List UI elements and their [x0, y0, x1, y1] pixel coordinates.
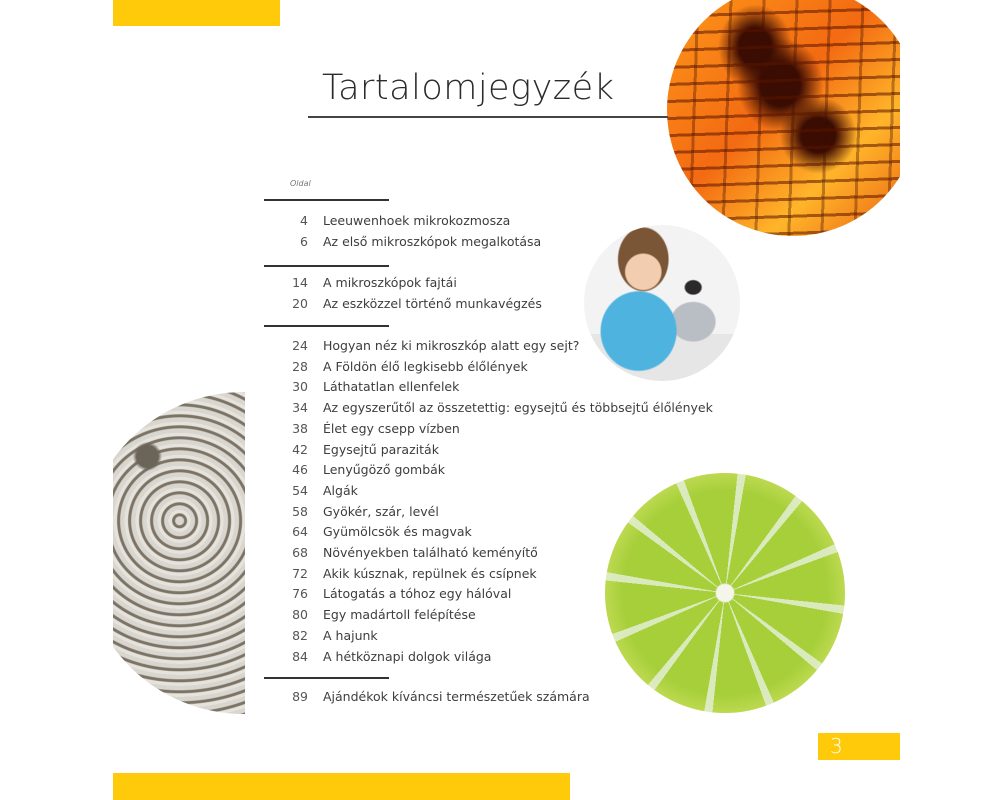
toc-entry[interactable]	[264, 584, 511, 604]
toc-entry[interactable]	[264, 687, 590, 707]
toc-entry-title: Gyümölcsök és magvak	[323, 524, 472, 540]
page-number: 3	[818, 733, 900, 760]
toc-entry-title: Az eszközzel történő munkavégzés	[323, 295, 542, 311]
toc-entry[interactable]	[264, 481, 358, 501]
toc-page-number: 24	[292, 338, 308, 353]
toc-entry-title: Láthatatlan ellenfelek	[323, 379, 460, 395]
toc-page-number: 4	[300, 213, 308, 228]
bottom-accent-bar	[113, 773, 570, 800]
green-algae-micrasterias-photo	[605, 473, 845, 713]
toc-page-number: 84	[292, 648, 308, 664]
toc-entry[interactable]	[264, 211, 510, 231]
toc-entry[interactable]	[264, 564, 537, 584]
toc-entry[interactable]	[264, 294, 542, 314]
toc-entry[interactable]	[264, 440, 439, 460]
toc-page-number: 6	[300, 233, 308, 249]
toc-entry-title: Az első mikroszkópok megalkotása	[323, 233, 542, 249]
toc-page-number: 89	[292, 689, 308, 704]
toc-entry-title: Egysejtű paraziták	[323, 441, 439, 457]
toc-entry-title: Gyökér, szár, levél	[323, 503, 439, 519]
toc-page-number: 68	[292, 545, 308, 560]
toc-entry-title: Algák	[323, 482, 358, 498]
toc-entry-title: A hajunk	[323, 627, 378, 643]
toc-entry-title: A mikroszkópok fajtái	[323, 275, 457, 290]
toc-entry[interactable]	[264, 377, 459, 397]
toc-entry[interactable]	[264, 273, 457, 293]
toc-entry-title: A Földön élő legkisebb élőlények	[323, 358, 528, 374]
toc-entry[interactable]	[264, 522, 472, 542]
toc-entry[interactable]	[264, 647, 491, 667]
girl-with-microscope-photo	[584, 225, 740, 381]
toc-entry[interactable]	[264, 543, 538, 563]
toc-entry[interactable]	[264, 398, 713, 418]
toc-entry[interactable]	[264, 336, 579, 356]
toc-page-number: 64	[292, 524, 308, 540]
toc-page-number: 42	[292, 441, 308, 457]
toc-entry[interactable]	[264, 232, 541, 252]
toc-page-number: 54	[292, 482, 308, 498]
toc-entry[interactable]	[264, 502, 439, 522]
toc-entry-title: Látogatás a tóhoz egy hálóval	[323, 586, 512, 602]
section-divider	[264, 677, 389, 679]
toc-entry[interactable]	[264, 419, 460, 439]
toc-page-number: 20	[292, 295, 308, 311]
title-underline	[308, 116, 668, 118]
top-accent-bar	[113, 0, 280, 26]
toc-entry[interactable]	[264, 357, 528, 377]
toc-entry-title: Ajándékok kíváncsi természetűek számára	[323, 689, 590, 704]
toc-page-number: 28	[292, 358, 308, 374]
toc-entry[interactable]	[264, 460, 445, 480]
toc-entry-title: Lenyűgöző gombák	[323, 462, 446, 478]
toc-page-number: 46	[292, 462, 308, 478]
butterfly-wing-scales-photo	[667, 0, 900, 236]
toc-page-number: 34	[292, 400, 308, 416]
section-divider	[264, 199, 389, 201]
toc-entry-title: A hétköznapi dolgok világa	[323, 648, 492, 664]
page-title: Tartalomjegyzék	[322, 68, 615, 108]
toc-entry-title: Az egyszerűtől az összetettig: egysejtű és többsejtű élőlények	[323, 400, 713, 416]
toc-page-number: 72	[292, 565, 308, 581]
toc-page-number: 30	[292, 379, 308, 395]
toc-page-number: 82	[292, 627, 308, 643]
toc-entry-title: Egy madártoll felépítése	[323, 607, 476, 623]
section-divider	[264, 325, 389, 327]
toc-entry-title: Növényekben található keményítő	[323, 545, 538, 560]
page-column-label: Oldal	[290, 179, 311, 188]
toc-entry-title: Hogyan néz ki mikroszkóp alatt egy sejt?	[323, 338, 580, 353]
bone-tissue-micrograph	[113, 392, 245, 714]
section-divider	[264, 265, 389, 267]
toc-entry-title: Akik kúsznak, repülnek és csípnek	[323, 565, 537, 581]
toc-entry-title: Élet egy csepp vízben	[323, 420, 460, 436]
toc-page-number: 14	[292, 275, 308, 290]
toc-page-number: 80	[292, 607, 308, 623]
toc-entry[interactable]	[264, 605, 476, 625]
toc-entry[interactable]	[264, 626, 378, 646]
toc-page-number: 76	[292, 586, 308, 602]
toc-page-number: 58	[292, 503, 308, 519]
toc-page-number: 38	[292, 420, 308, 436]
toc-entry-title: Leeuwenhoek mikrokozmosza	[323, 213, 511, 228]
